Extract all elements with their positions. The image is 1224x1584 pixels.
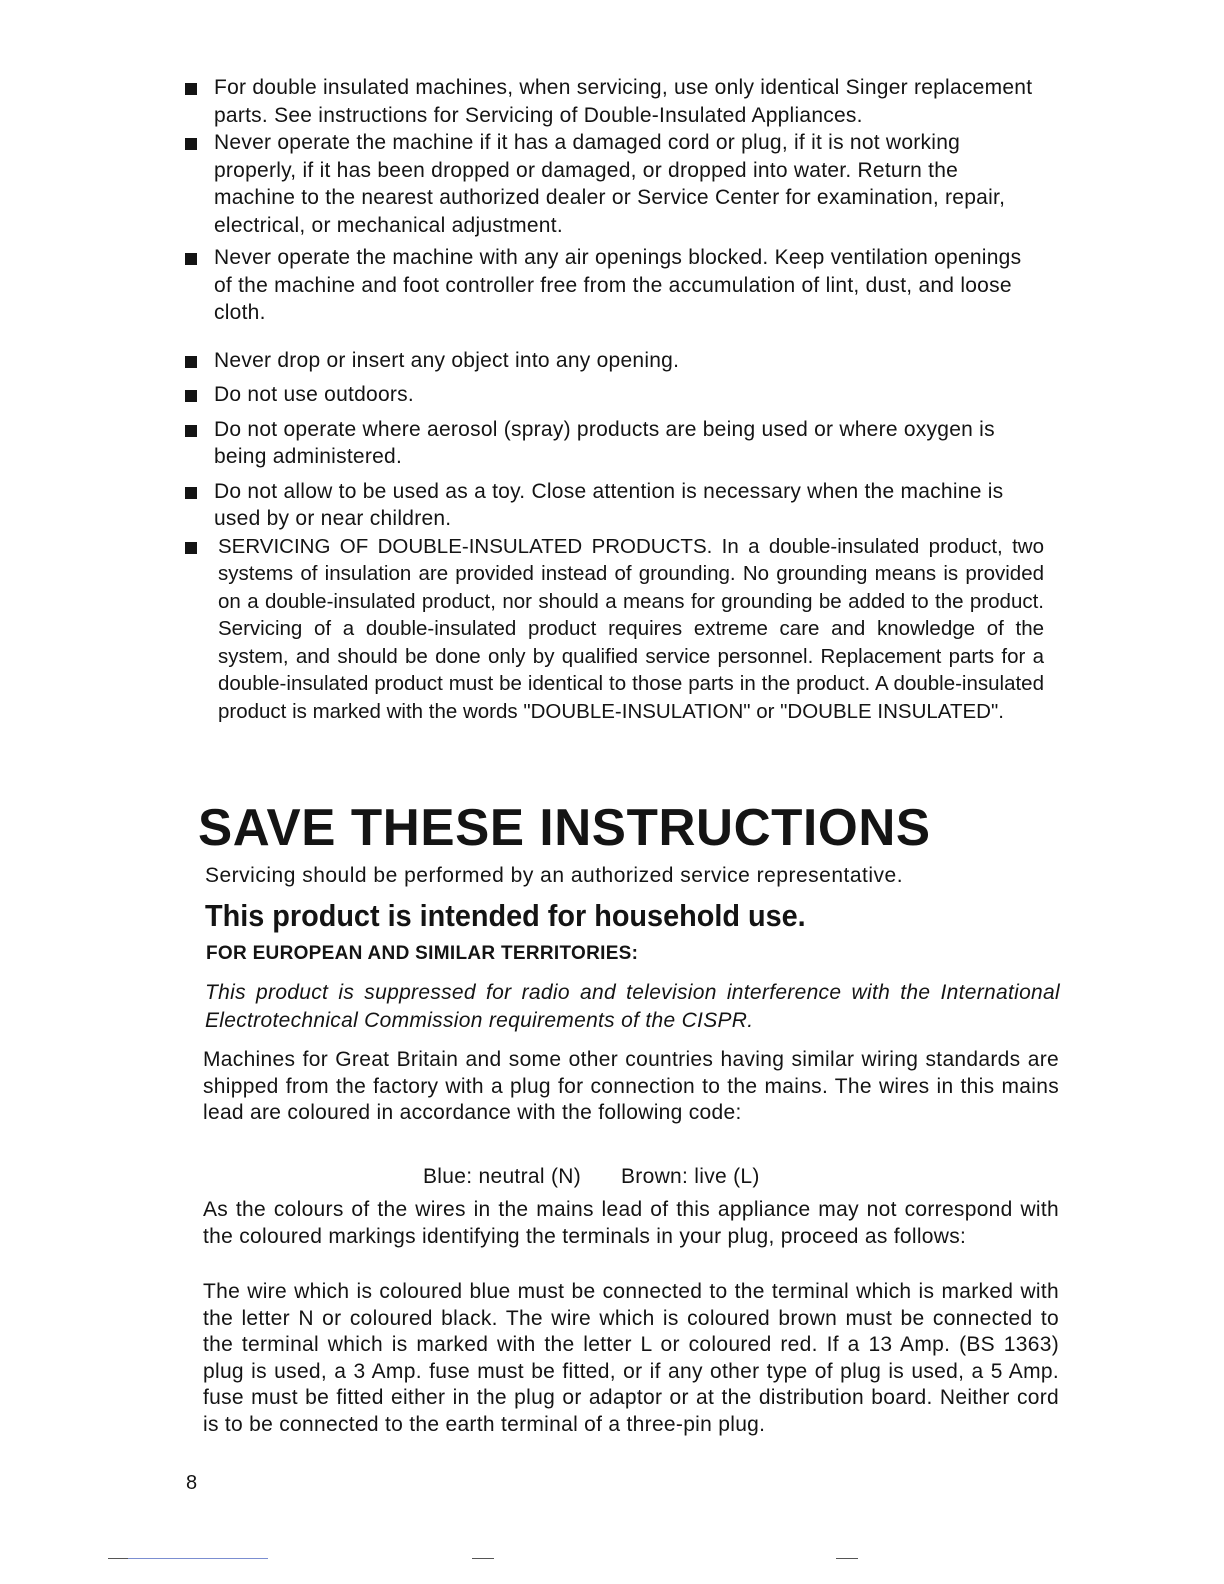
footer-rule-blue (128, 1558, 268, 1559)
bullet-servicing-double-insulated: SERVICING OF DOUBLE-INSULATED PRODUCTS. In a double-insulated product, two systems of insulation are provided instead of grounding. No grounding means is provided on a double-insulated product, nor should a means for grounding be added to the product. Servicing of a double-insulated product requires extreme care and knowledge of the system, and should be done only by qualified service personnel. Replacement parts for a double-insulated product must be identical to those parts in the product. A double-insulated product is marked with the words "DOUBLE-INSULATION" or "DOUBLE INSULATED". (184, 533, 1044, 726)
bullet-double-insulated-parts: For double insulated machines, when servicing, use only identical Singer replacement parts. See instructions for Servicing of Double-Insulated Appliances. (184, 74, 1044, 129)
bullet-square-icon (185, 542, 197, 554)
bullet-aerosol: Do not operate where aerosol (spray) products are being used or where oxygen is being administered. (184, 416, 1044, 471)
colours-paragraph: As the colours of the wires in the mains lead of this appliance may not correspond with the coloured markings identifying the terminals in your plug, proceed as follows: (203, 1198, 1059, 1248)
bullet-square-icon (185, 253, 197, 265)
servicing-note: Servicing should be performed by an authorized service representative. (205, 864, 904, 887)
bullet-no-objects: Never drop or insert any object into any opening. (184, 347, 1044, 375)
footer-rule-middle (472, 1558, 494, 1559)
great-britain-paragraph: Machines for Great Britain and some other countries having similar wiring standards are shipped from the factory with a plug for connection to the mains. The wires in this mains lead are coloured in accordance with the following code: (203, 1048, 1059, 1125)
footer-rule-right (836, 1558, 858, 1559)
bullet-square-icon (185, 390, 197, 402)
household-use-heading: This product is intended for household use. (205, 898, 806, 933)
bullet-square-icon (185, 138, 197, 150)
bullet-square-icon (185, 356, 197, 368)
page-number: 8 (186, 1472, 198, 1494)
wire-code-blue: Blue: neutral (N) (423, 1165, 581, 1188)
bullet-square-icon (185, 487, 197, 499)
bullet-not-a-toy: Do not allow to be used as a toy. Close attention is necessary when the machine is used by or near children. (184, 478, 1044, 533)
bullet-square-icon (185, 425, 197, 437)
bullet-square-icon (185, 83, 197, 95)
european-territories-heading: FOR EUROPEAN AND SIMILAR TERRITORIES: (206, 943, 639, 964)
footer-rule-left (108, 1558, 128, 1559)
bullet-air-openings: Never operate the machine with any air openings blocked. Keep ventilation openings of the machine and foot controller free from the accumulation of lint, dust, and loose cloth. (184, 244, 1044, 327)
wiring-instructions-paragraph: The wire which is coloured blue must be connected to the terminal which is marked with the letter N or coloured black. The wire which is coloured brown must be connected to the terminal which is marked with the letter L or coloured red. If a 13 Amp. (BS 1363) plug is used, a 3 Amp. fuse must be fitted, or if any other type of plug is used, a 5 Amp. fuse must be fitted either in the plug or adaptor or at the distribution board. Neither cord is to be connected to the earth terminal of a three-pin plug. (203, 1280, 1059, 1436)
bullet-damaged-cord: Never operate the machine if it has a damaged cord or plug, if it is not working properly, if it has been dropped or damaged, or dropped into water. Return the machine to the nearest authorized dealer or Service Center for examination, repair, electrical, or mechanical adjustment. (184, 129, 1044, 239)
cispr-note: This product is suppressed for radio and television interference with the International Electrotechnical Commission requirements of the CISPR. (205, 981, 1060, 1032)
wire-colour-code (423, 1165, 760, 1189)
save-instructions-heading: SAVE THESE INSTRUCTIONS (198, 799, 931, 857)
wire-code-brown: Brown: live (L) (621, 1165, 760, 1188)
bullet-no-outdoors: Do not use outdoors. (184, 381, 1044, 409)
safety-bullet-list (184, 74, 1044, 726)
